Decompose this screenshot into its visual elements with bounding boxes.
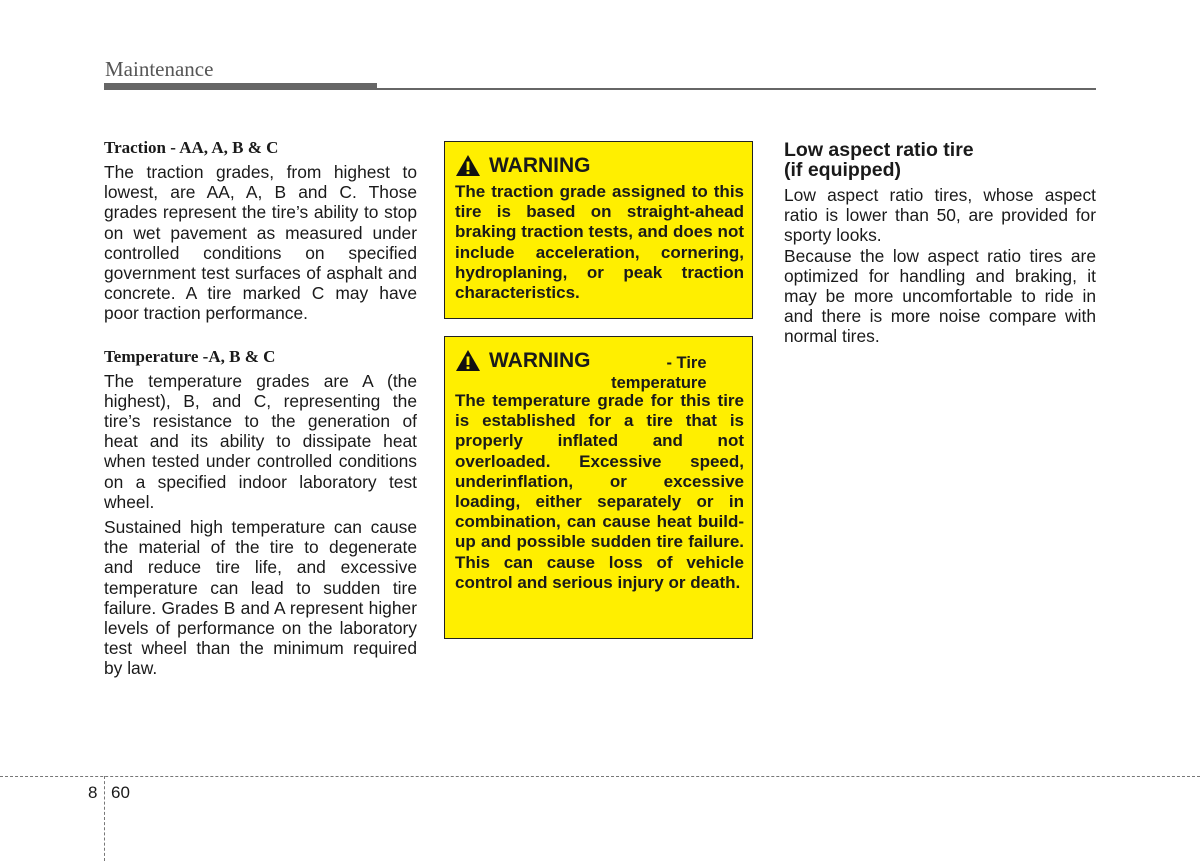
footer-vertical-divider xyxy=(104,776,105,861)
temperature-paragraph-2: Sustained high temperature can cause the material of the tire to degenerate and reduce tire life, and excessive temperature can lead to sudden tire failure. Grades B and A represent higher levels of performance on the laboratory test wheel than the minimum required by law. xyxy=(104,517,417,679)
header-rule-thin xyxy=(377,88,1096,90)
left-column xyxy=(104,138,417,679)
low-aspect-paragraph-1: Low aspect ratio tires, whose aspect ratio is lower than 50, are provided for sporty looks. xyxy=(784,185,1096,246)
warning-header xyxy=(455,154,744,182)
traction-heading: Traction - AA, A, B & C xyxy=(104,138,279,157)
warning-header xyxy=(455,349,744,391)
warning-triangle-icon xyxy=(455,154,481,178)
warning-text: The traction grade assigned to this tire is based on straight-ahead braking traction tests, and does not include acceleration, cornering, hydroplaning, or peak traction characteristics. xyxy=(455,182,744,303)
page-header-title: Maintenance xyxy=(105,57,214,81)
footer-divider xyxy=(0,776,1200,777)
warning-triangle-icon xyxy=(455,349,481,373)
warning-label: WARNING xyxy=(489,154,591,177)
page-number: 60 xyxy=(111,783,130,802)
low-aspect-heading xyxy=(784,140,1096,180)
low-aspect-heading-line2: (if equipped) xyxy=(784,159,901,181)
warning-text: The temperature grade for this tire is established for a tire that is properly inflated and not overloaded. Excessive speed, underinflation, or excessive loading, either separately or in combination, can cause heat build-up and possible sudden tire failure. This can cause loss of vehicle control and serious injury or death. xyxy=(455,391,744,592)
header-rule-thick xyxy=(104,83,377,90)
low-aspect-heading-line1: Low aspect ratio tire xyxy=(784,139,974,161)
warning-label: WARNING xyxy=(489,349,591,372)
temperature-heading: Temperature -A, B & C xyxy=(104,346,276,366)
low-aspect-paragraph-2: Because the low aspect ratio tires are optimized for handling and braking, it may be more uncomfortable to ride in and there is more noise compare with normal tires. xyxy=(784,245,1096,347)
warning-box-traction xyxy=(444,141,753,319)
right-column xyxy=(784,140,1096,347)
warning-box-temperature xyxy=(444,336,753,639)
chapter-number: 8 xyxy=(88,783,98,802)
warning-subtitle: - Tire temperature xyxy=(611,354,707,392)
temperature-paragraph-1: The temperature grades are A (the highest), B, and C, representing the tire’s resistance to the generation of heat and its ability to dissipate heat when tested under controlled conditions on a specified indoor laboratory test wheel. xyxy=(104,370,417,512)
traction-paragraph: The traction grades, from highest to lowest, are AA, A, B and C. Those grades represent the tire’s ability to stop on wet pavement as measured under controlled conditions on specified government test surfaces of asphalt and concrete. A tire marked C may have poor traction performance. xyxy=(104,162,417,324)
